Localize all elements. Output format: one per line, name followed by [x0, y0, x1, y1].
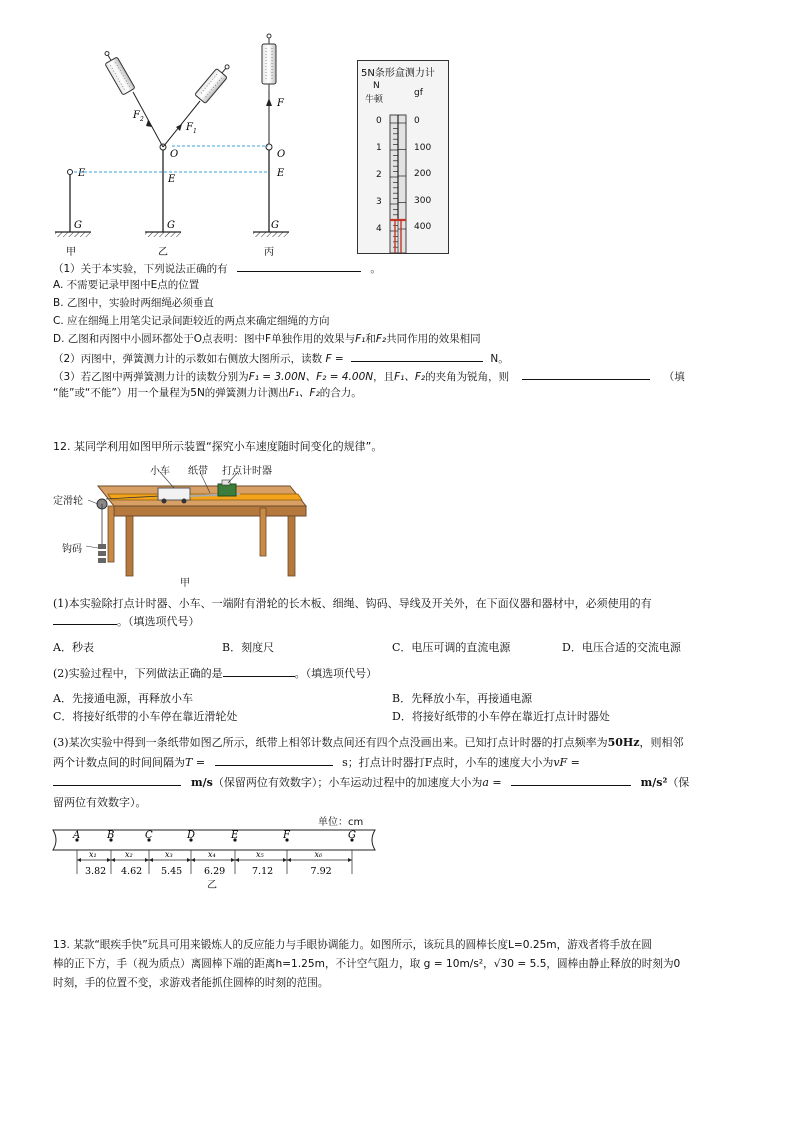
meter-right-tick-1: 100 [414, 143, 432, 153]
tape-unit-label: 单位：cm [318, 817, 364, 828]
tape-segment-value: 7.92 [310, 866, 332, 877]
tape-arrow-left [191, 858, 195, 862]
meter-unit-gf: gf [414, 88, 423, 98]
force-meter-enlargement [357, 60, 449, 254]
q12-part3-line4: 留两位有效数字）。 [53, 796, 147, 809]
force-experiment-figure [0, 0, 360, 262]
q12-part3-line3 [53, 773, 689, 793]
q12-p1-option-a: A．秒表 [53, 641, 94, 654]
q11-part2 [53, 349, 509, 368]
q11-answer-blank-1[interactable] [237, 259, 361, 272]
q12-p2-option-d: D．将接好纸带的小车停在靠近打点计时器处 [392, 710, 610, 723]
point-o-label: O [277, 149, 286, 160]
fig-yi-label: 乙 [158, 247, 168, 258]
q11-option-d [53, 331, 481, 348]
q11-part3-f12b: F₁、F₂ [288, 387, 320, 399]
fig-label-car: 小车 [150, 466, 170, 477]
q11-part3-text-a: （3）若乙图中两弹簧测力计的读数分别为 [53, 371, 249, 383]
fig-jia-label: 甲 [66, 247, 76, 258]
q12-p2-option-c: C．将接好纸带的小车停在靠近滑轮处 [53, 710, 238, 723]
q11-option-d-and: 和 [365, 333, 376, 345]
fig-label-pulley: 定滑轮 [53, 496, 83, 507]
q12-answer-blank-1[interactable] [53, 612, 117, 625]
q11-option-d-f2: F₂ [375, 333, 387, 345]
tape-segment-name: x₄ [208, 850, 216, 859]
fig-bing-label: 丙 [264, 247, 274, 258]
q12-part1-tail: 。（填选项代号） [117, 615, 200, 628]
tape-arrow-left [287, 858, 291, 862]
point-g-label: G [167, 220, 175, 231]
point-e-label: E [78, 168, 86, 179]
f2-label: $F_2$ [133, 110, 144, 123]
q12-part3-vF: vF = [553, 756, 580, 769]
tape-arrow-left [235, 858, 239, 862]
q12-part3-text-f: （保 [667, 776, 690, 789]
q11-part3-line1 [53, 367, 685, 386]
tape-arrow-left [149, 858, 153, 862]
q11-option-a: A. 不需要记录甲图中E点的位置 [53, 279, 200, 291]
q12-answer-blank-5[interactable] [511, 773, 631, 786]
f1-label: $F_1$ [186, 122, 197, 135]
q11-part2-text: （2）丙图中，弹簧测力计的示数如右侧放大图所示，读数 [53, 353, 323, 365]
fig-label-timer: 打点计时器 [222, 466, 272, 477]
cart-experiment-figure [50, 458, 310, 588]
q11-option-d-text: D. 乙图和丙图中小圆环都处于O点表明：图中F单独作用的效果与 [53, 333, 356, 345]
tape-segment-value: 3.82 [85, 866, 107, 877]
tape-segment-name: x₅ [256, 850, 264, 859]
q12-part3-line1 [53, 733, 684, 753]
q12-part3-text-a: (3)某次实验中得到一条纸带如图乙所示，纸带上相邻计数点间还有四个点没画出来。已知打点计时器的打点频率为 [53, 736, 608, 749]
q11-part3-text-d: “能”或“不能”）用一个量程为5N的弹簧测力计测出 [53, 387, 289, 399]
meter-left-tick-0: 0 [376, 116, 382, 126]
tape-arrow-right [231, 858, 235, 862]
meter-scale [358, 61, 448, 253]
q12-p2-option-a: A．先接通电源，再释放小车 [53, 692, 193, 705]
tape-segment-value: 5.45 [161, 866, 183, 877]
setup-yi [100, 48, 234, 258]
q12-answer-blank-3[interactable] [215, 753, 333, 766]
point-o-label: O [170, 149, 179, 160]
q11-part2-unit: N。 [490, 353, 509, 365]
tape-segment-value: 7.12 [252, 866, 274, 877]
q11-part1-text: （1）关于本实验，下列说法正确的有 [53, 263, 228, 275]
q11-answer-blank-3[interactable] [522, 367, 650, 380]
tape-point-label: B [107, 830, 115, 841]
tape-segment-value: 4.62 [121, 866, 143, 877]
q12-part3-text-e: （保留两位有效数字）；小车运动过程中的加速度大小为 [212, 776, 483, 789]
tape-segment-name: x₃ [165, 850, 173, 859]
q11-part2-var: F = [325, 353, 344, 365]
fig-label-tape: 纸带 [188, 466, 208, 477]
q12-part3-a: a = [482, 776, 502, 789]
q11-part3-text-c: 的夹角为锐角，则 [425, 371, 510, 383]
meter-left-tick-1: 1 [376, 143, 382, 153]
meter-right-tick-2: 200 [414, 169, 432, 179]
tape-point-label: A [73, 830, 81, 841]
q11-part1 [53, 259, 381, 278]
tape-segment-name: x₂ [125, 850, 133, 859]
tape-point-label: G [348, 830, 356, 841]
tape-point-label: D [187, 830, 196, 841]
tape-arrow-right [283, 858, 287, 862]
fig-label-jia: 甲 [180, 578, 190, 589]
meter-left-tick-4: 4 [376, 224, 382, 234]
q12-part3-text-b: ，则相邻 [639, 736, 684, 749]
force-f-label: F [277, 98, 284, 109]
q11-part3-text-e: 的合力。 [319, 387, 362, 399]
meter-left-tick-3: 3 [376, 197, 382, 207]
q12-part3-unit-ms2: m/s² [640, 776, 668, 789]
tape-point-label: E [231, 830, 239, 841]
q11-answer-blank-2[interactable] [351, 349, 483, 362]
meter-right-tick-3: 300 [414, 196, 432, 206]
q12-p1-option-d: D．电压合适的交流电源 [562, 641, 681, 654]
meter-unit-n-cn: 牛顿 [365, 95, 384, 105]
tape-segment-name: x₆ [314, 850, 323, 859]
tape-arrow-right [187, 858, 191, 862]
q12-part3-text-d: s；打点计时器打F点时，小车的速度大小为 [342, 756, 554, 769]
meter-left-tick-2: 2 [376, 170, 382, 180]
meter-right-tick-0: 0 [414, 116, 420, 126]
tape-point-label: F [283, 830, 290, 841]
fig-label-weight: 钩码 [62, 544, 82, 555]
tape-figure-label: 乙 [207, 880, 217, 891]
q11-part3-f-values: F₁ = 3.00N、F₂ = 4.00N [248, 371, 374, 383]
q11-option-d-f1: F₁ [355, 333, 366, 345]
tape-arrow-right [107, 858, 111, 862]
q11-part1-end: 。 [370, 263, 381, 275]
q12-part3-unit-ms: m/s [191, 776, 213, 789]
q12-part2 [53, 664, 377, 684]
q12-part3-T: T = [185, 756, 206, 769]
q12-part3-text-c: 两个计数点间的时间间隔为 [53, 756, 185, 769]
tape-point-label: C [145, 830, 153, 841]
q11-option-d-tail: 共同作用的效果相同 [386, 333, 481, 345]
setup-jia [55, 168, 91, 258]
tape-arrow-right [348, 858, 352, 862]
q12-answer-blank-4[interactable] [53, 773, 181, 786]
q12-part1-line2 [53, 612, 200, 632]
q12-part2-tail: 。（填选项代号） [294, 667, 378, 680]
q12-p1-option-c: C．电压可调的直流电源 [392, 641, 511, 654]
q13-line2: 棒的正下方，手（视为质点）离圆棒下端的距离h=1.25m，不计空气阻力，取 g = 10m/s²，√30 = 5.5，圆棒由静止释放的时刻为0 [53, 958, 681, 970]
point-e-label: E [277, 168, 285, 179]
q11-option-b: B. 乙图中，实验时两细绳必须垂直 [53, 297, 214, 309]
point-e-label: E [168, 174, 176, 185]
tape-segment-value: 6.29 [204, 866, 226, 877]
meter-unit-n: N [373, 81, 380, 91]
tape-arrow-right [145, 858, 149, 862]
q12-part2-text: (2)实验过程中，下列做法正确的是 [53, 667, 223, 680]
q12-answer-blank-2[interactable] [223, 664, 295, 677]
q12-p2-option-b: B．先释放小车，再接通电源 [392, 692, 533, 705]
tape-arrow-left [111, 858, 115, 862]
meter-right-tick-4: 400 [414, 222, 432, 232]
q12-part3-freq: 50Hz [607, 736, 640, 749]
q11-part3-fill: （填 [663, 371, 685, 383]
q11-part3-text-b: ，且 [373, 371, 395, 383]
point-g-label: G [74, 220, 82, 231]
q12-title: 12. 某同学利用如图甲所示装置“探究小车速度随时间变化的规律”。 [53, 440, 383, 453]
q11-option-c: C. 应在细绳上用笔尖记录间距较近的两点来确定细绳的方向 [53, 315, 330, 327]
q13-line3: 时刻，手的位置不变，求游戏者能抓住圆棒的时刻的范围。 [53, 977, 329, 989]
q12-part3-line2 [53, 753, 580, 773]
tape-arrow-left [77, 858, 81, 862]
tape-segment-name: x₁ [89, 850, 97, 859]
q11-part3-f12: F₁、F₂ [394, 371, 426, 383]
q12-part1-line1: (1)本实验除打点计时器、小车、一端附有滑轮的长木板、细绳、钩码、导线及开关外，在下面仪器和器材中，必须使用的有 [53, 597, 652, 610]
q11-part3-line2 [53, 385, 362, 402]
meter-title: 5N条形盒测力计 [361, 68, 435, 79]
point-g-label: G [271, 220, 279, 231]
q13-line1: 13. 某款“眼疾手快”玩具可用来锻炼人的反应能力与手眼协调能力。如图所示，该玩具的圆棒长度L=0.25m，游戏者将手放在圆 [53, 939, 652, 951]
q12-p1-option-b: B．刻度尺 [222, 641, 275, 654]
